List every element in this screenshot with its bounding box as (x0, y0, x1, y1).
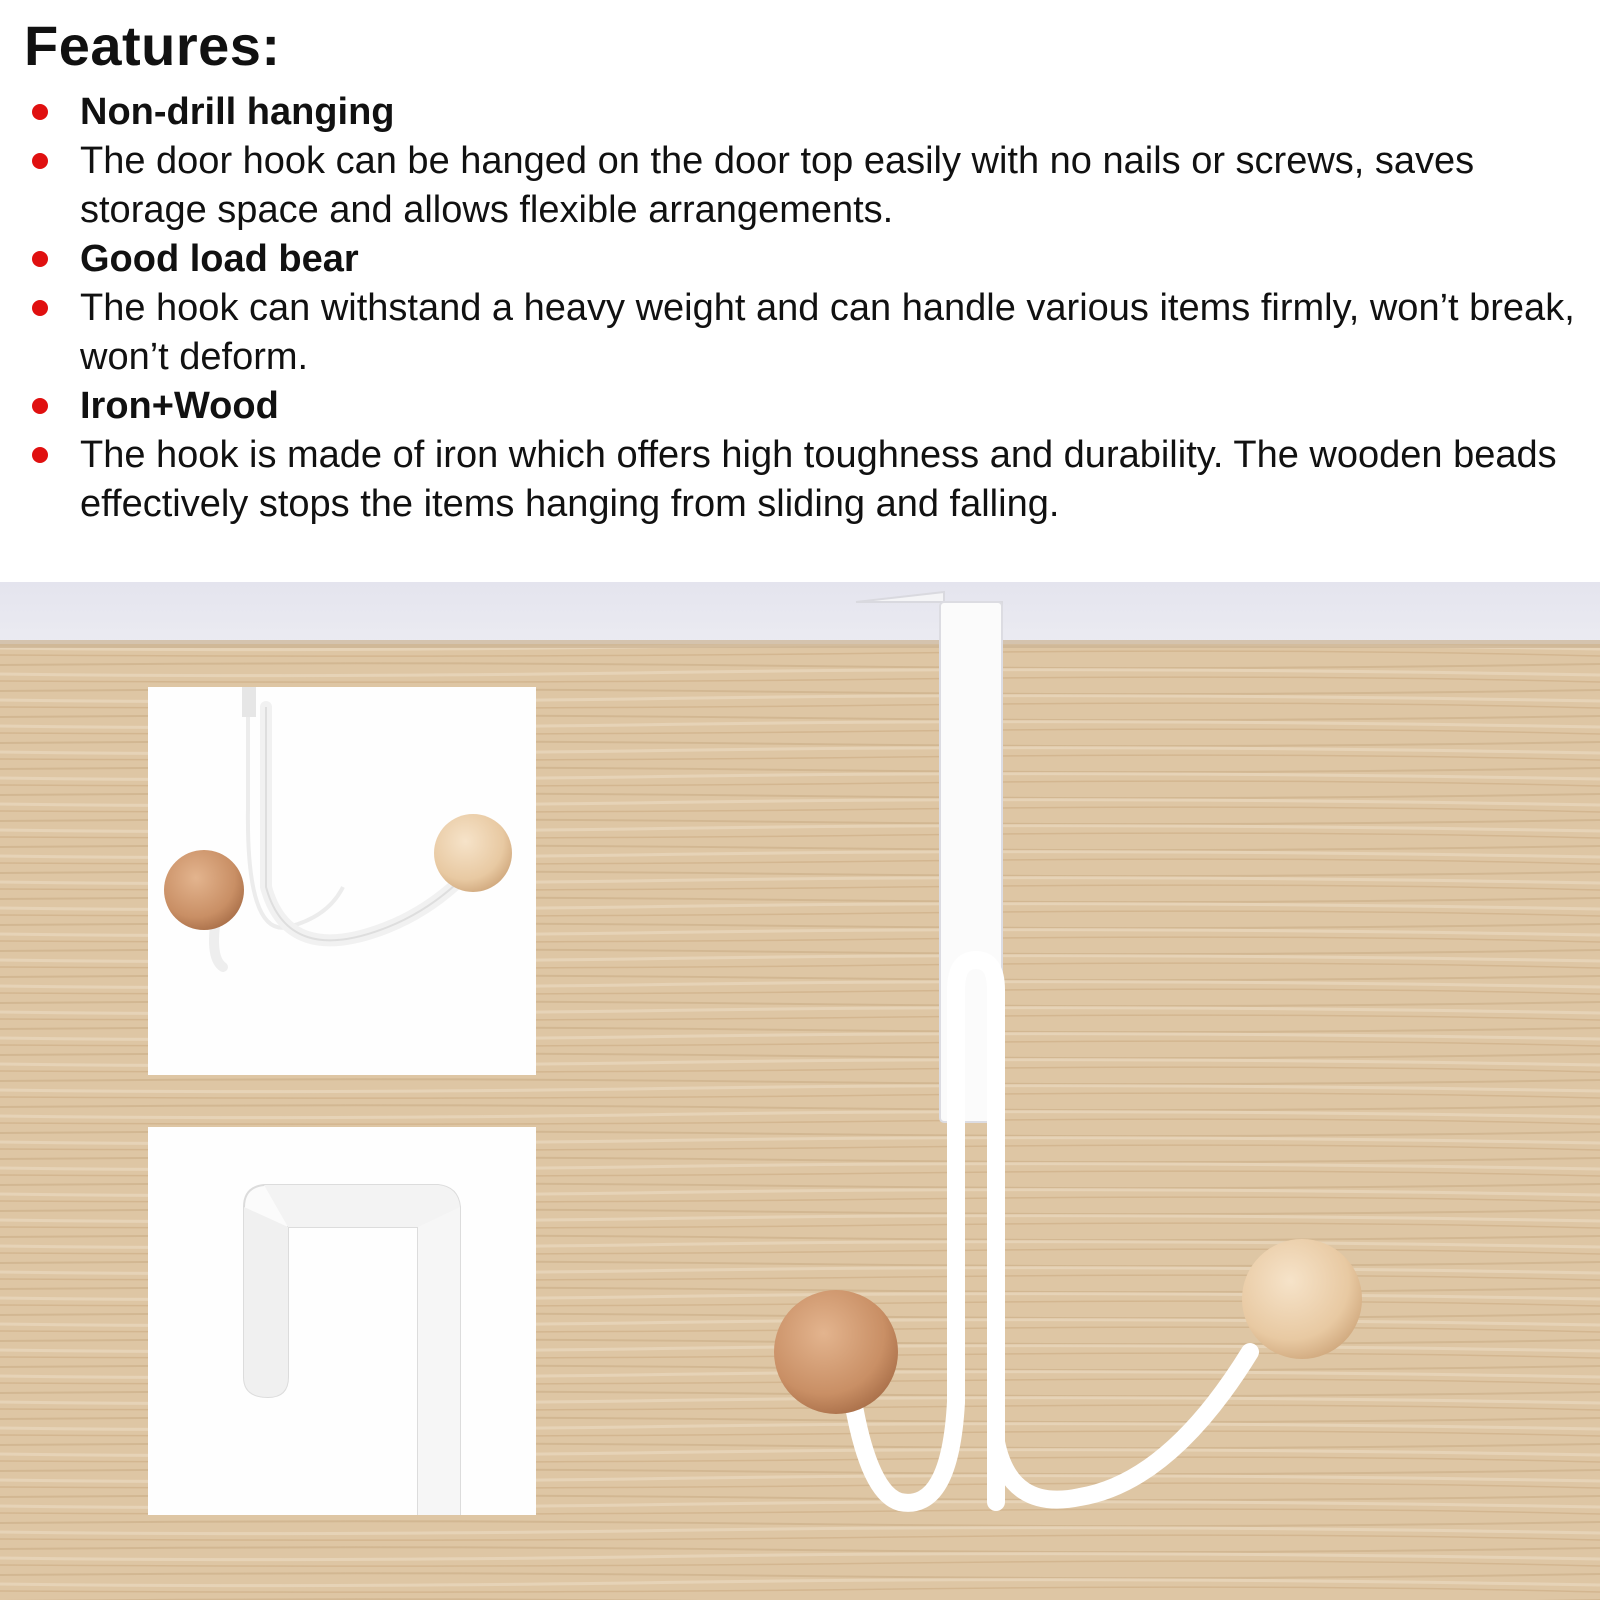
hook-closeup-illustration (148, 687, 536, 1075)
bullet-icon (32, 104, 48, 120)
bullet-icon (32, 398, 48, 414)
features-section (24, 14, 1584, 529)
feature-title-text: Iron+Wood (80, 385, 279, 427)
bullet-icon (32, 153, 48, 169)
bullet-icon (32, 300, 48, 316)
product-photo (0, 582, 1600, 1600)
wooden-bead-light (434, 814, 512, 892)
wooden-bead-dark (774, 1290, 898, 1414)
feature-description-text: The hook is made of iron which offers high toughness and durability. The wooden beads effectively stops the items hanging from sliding and falling. (80, 434, 1557, 525)
features-heading: Features: (24, 14, 281, 77)
feature-description-text: The hook can withstand a heavy weight and can handle various items firmly, won’t break, won’t deform. (80, 287, 1575, 378)
hook-top-closeup-illustration (148, 1127, 536, 1515)
features-list (24, 88, 1584, 529)
feature-description (24, 431, 1584, 529)
feature-description (24, 284, 1584, 382)
feature-title-text: Good load bear (80, 238, 359, 280)
bullet-icon (32, 251, 48, 267)
wooden-bead-dark (164, 850, 244, 930)
feature-title (24, 88, 1584, 137)
feature-description-text: The door hook can be hanged on the door top easily with no nails or screws, saves storage space and allows flexible arrangements. (80, 140, 1475, 231)
inset-hook-top (148, 1127, 536, 1515)
feature-title (24, 382, 1584, 431)
inset-hook-beads (148, 687, 536, 1075)
feature-description (24, 137, 1584, 235)
bullet-icon (32, 447, 48, 463)
wooden-bead-light (1242, 1239, 1362, 1359)
feature-title (24, 235, 1584, 284)
feature-title-text: Non-drill hanging (80, 91, 395, 133)
